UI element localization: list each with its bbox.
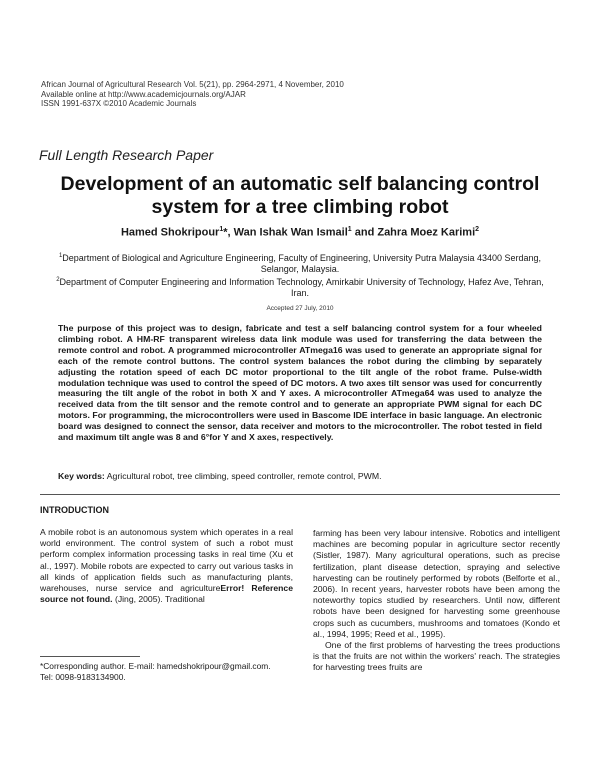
- author-affiliation-mark: 2: [475, 226, 480, 233]
- author-separator: ,: [227, 226, 234, 239]
- telephone: Tel: 0098-9183134900.: [40, 672, 126, 682]
- intro-paragraph: [40, 527, 293, 605]
- keywords-label: Key words:: [58, 471, 105, 481]
- affiliation-number: 2: [56, 277, 60, 283]
- journal-citation: African Journal of Agricultural Research Vol. 5(21), pp. 2964-2971, 4 November, 2010: [41, 80, 344, 89]
- accepted-date: Accepted 27 July, 2010: [266, 305, 334, 312]
- introduction-heading: INTRODUCTION: [40, 505, 109, 515]
- author-name: Hamed Shokripour: [120, 226, 220, 239]
- abstract: The purpose of this project was to design, fabricate and test a self balancing control system for a four wheeled climbing robot. A HM-RF transparent wireless data link module was used for transferring the data between the remote control and robot. A programmed microcontroller ATmega16 was used to generate an appropriate signal for each of the remote control buttons. The control system balances the robot during the climbing by separately adjusting the rotation speed of each DC motor proportional to the tilt angle of the robot frame. Pulse-width modulation technique was used to control the speed of DC motors. A two axes tilt sensor was used for concurrently measuring the tilt angle of the robot in both X and Y axes. A microcontroller ATmega64 was used to analyze the received data from the tilt sensor and the remote control and to generate an appropriate PWM signal for each DC motors. For programming, the microcontrollers were used in Bascome IDE interface in basic language. An electronic board was designed to connect the sensor, data receiver and motors to the microcontroller. The robot tested in field and maximum tilt angle was 8 and 6°for Y and X axes, respectively.: [58, 323, 542, 443]
- author-affiliation-mark: 1: [219, 226, 224, 233]
- affiliation: [50, 251, 550, 275]
- corresponding-author: *Corresponding author. E-mail: hamedshokripour@gmail.com.: [40, 661, 271, 671]
- journal-issn: ISSN 1991-637X ©2010 Academic Journals: [41, 99, 197, 109]
- author-separator: and: [351, 226, 378, 239]
- section-divider: [40, 494, 560, 495]
- intro-paragraph: One of the first problems of harvesting the trees productions is that the fruits are not within the workers' reach. The strategies for harvesting trees fruits are: [313, 640, 560, 673]
- left-column: [40, 527, 293, 605]
- footnote-divider: [40, 656, 140, 657]
- corresponding-mark: *: [223, 226, 228, 239]
- paper-type: Full Length Research Paper: [39, 147, 214, 163]
- affiliation-text: Department of Computer Engineering and Information Technology, Amirkabir University of Technology, Hafez Ave, Tehran, Iran.: [59, 277, 544, 298]
- paper-title: Development of an automatic self balancing control system for a tree climbing robot: [60, 173, 540, 218]
- intro-paragraph: farming has been very labour intensive. Robotics and intelligent machines are becoming popular in agriculture sector recently (Sistler, 1987). Many agricultural operations, such as precise fertilization, plant disease detection, spraying and selective harvesting can be routinely performed by robots (Belforte et al., 2006). In recent years, harvester robots have been among the noteworthy topics studied by researchers. Until now, different robots have been designed for harvesting some greenhouse crops such as cucumbers, mushrooms and tomatoes (Kondo et al., 1994, 1995; Reed et al., 1995).: [313, 528, 560, 639]
- affiliation-number: 1: [58, 253, 63, 259]
- keywords: [58, 471, 542, 481]
- author-affiliation-mark: 1: [347, 226, 352, 233]
- author-list: [40, 226, 560, 239]
- right-column: [313, 528, 560, 674]
- journal-header: [41, 80, 344, 109]
- author-name: Wan Ishak Wan Ismail: [233, 226, 348, 239]
- footnote: [40, 661, 300, 683]
- affiliations: [50, 251, 550, 299]
- intro-text: A mobile robot is an autonomous system which operates in a real world environment. The control system of such a robot must perform complex information processing tasks in real time (Xu et al., 1997). Mobile robots are expected to carry out various tasks in all kinds of application fields such as manufacturing plants, warehouses, nurse service and agriculture: [40, 527, 293, 594]
- intro-text-tail: (Jing, 2005). Traditional: [112, 594, 205, 605]
- keywords-text: Agricultural robot, tree climbing, speed controller, remote control, PWM.: [104, 471, 382, 481]
- affiliation: [50, 275, 550, 299]
- author-name: Zahra Moez Karimi: [377, 226, 476, 239]
- reference-error: Error! Reference source not found.: [40, 583, 293, 605]
- journal-availability: Available online at http://www.academicjournals.org/AJAR: [41, 89, 246, 99]
- affiliation-text: Department of Biological and Agriculture Engineering, Faculty of Engineering, University Putra Malaysia 43400 Serdang, Selangor, Malaysia.: [62, 253, 542, 274]
